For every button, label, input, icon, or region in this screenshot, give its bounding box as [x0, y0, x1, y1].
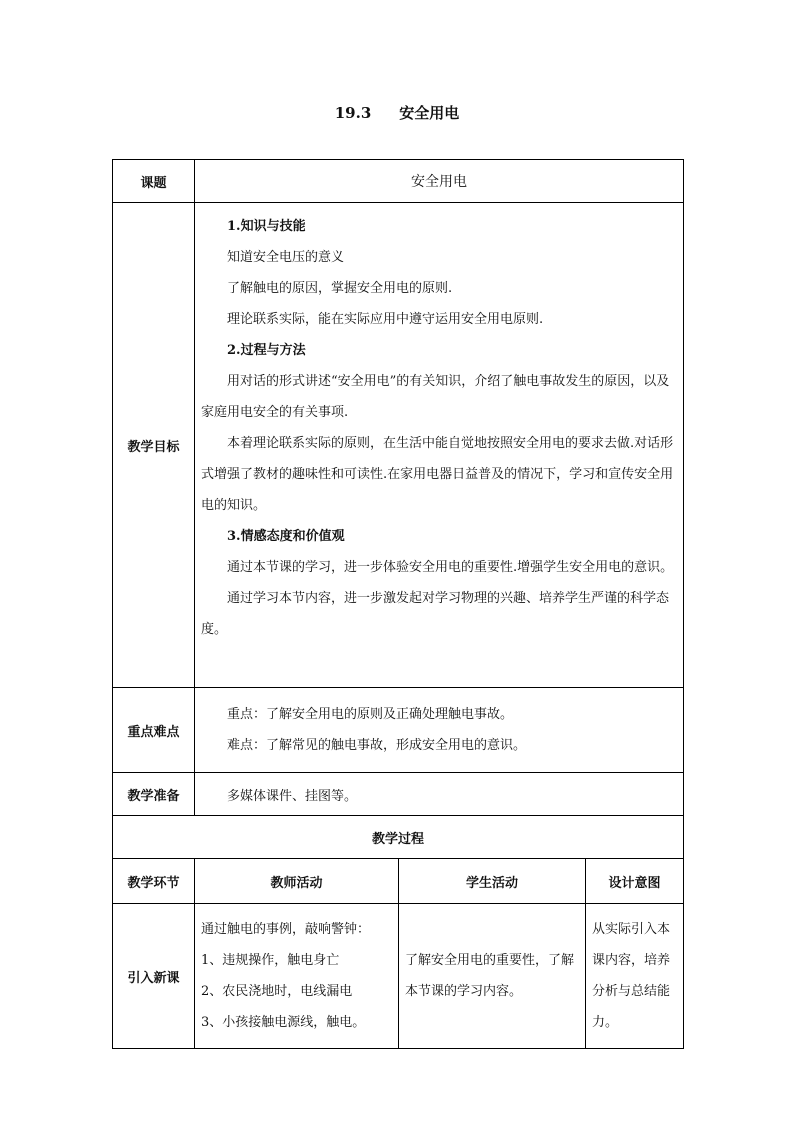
goals-text: 用对话的形式讲述“安全用电”的有关知识，介绍了触电事故发生的原因，以及家庭用电安全的有关事项. [201, 374, 670, 420]
design-intent: 从实际引入本课内容，培养分析与总结能力。 [586, 904, 684, 1049]
column-header: 学生活动 [399, 859, 586, 904]
keypoints-row [113, 688, 684, 773]
prep-content [195, 773, 684, 816]
prep-row [113, 773, 684, 816]
subject-value: 安全用电 [195, 160, 684, 203]
prep-value: 多媒体课件、挂图等。 [227, 788, 358, 804]
goals-text: 通过本节课的学习，进一步体验安全用电的重要性.增强学生安全用电的意识。 [227, 560, 674, 575]
goals-text: 本着理论联系实际的原则，在生活中能自觉地按照安全用电的要求去做.对话形式增强了教材的趣味性和可读性.在家用电器日益普及的情况下，学习和宣传安全用电的知识。 [201, 436, 674, 513]
column-header-row [113, 859, 684, 904]
goals-text: 理论联系实际，能在实际应用中遵守运用安全用电原则. [227, 312, 544, 327]
teacher-line: 1、违规操作，触电身亡 [201, 953, 340, 968]
step-row [113, 904, 684, 1049]
subject-label: 课题 [113, 160, 195, 203]
teacher-activity [195, 904, 399, 1049]
page-title [0, 102, 794, 123]
goals-row [113, 203, 684, 688]
goals-heading-process: 2.过程与方法 [227, 343, 306, 358]
teacher-line: 通过触电的事例，敲响警钟： [201, 922, 371, 937]
teacher-line: 2、农民浇地时，电线漏电 [201, 984, 353, 999]
section-title: 安全用电 [399, 104, 460, 122]
difficult-point: 难点：了解常见的触电事故，形成安全用电的意识。 [227, 738, 527, 753]
goals-text: 知道安全电压的意义 [227, 250, 345, 265]
process-title: 教学过程 [113, 816, 684, 859]
column-header: 教学环节 [113, 859, 195, 904]
keypoints-content [195, 688, 684, 773]
goals-text: 了解触电的原因，掌握安全用电的原则. [227, 281, 453, 296]
keypoints-label: 重点难点 [113, 688, 195, 773]
step-name: 引入新课 [113, 904, 195, 1049]
goals-heading-knowledge: 1.知识与技能 [227, 219, 306, 234]
key-point: 重点：了解安全用电的原则及正确处理触电事故。 [227, 707, 514, 722]
process-title-row [113, 816, 684, 859]
column-header: 教师活动 [195, 859, 399, 904]
prep-label: 教学准备 [113, 773, 195, 816]
column-header: 设计意图 [586, 859, 684, 904]
goals-label: 教学目标 [113, 203, 195, 688]
section-number: 19.3 [334, 104, 372, 122]
student-activity: 了解安全用电的重要性，了解本节课的学习内容。 [399, 904, 586, 1049]
goals-content [195, 203, 684, 688]
goals-heading-attitude: 3.情感态度和价值观 [227, 529, 345, 544]
goals-text: 通过学习本节内容，进一步激发起对学习物理的兴趣、培养学生严谨的科学态度。 [201, 591, 670, 637]
teacher-line: 3、小孩接触电源线，触电。 [201, 1015, 366, 1030]
subject-row [113, 160, 684, 203]
lesson-plan-table [112, 159, 684, 1049]
